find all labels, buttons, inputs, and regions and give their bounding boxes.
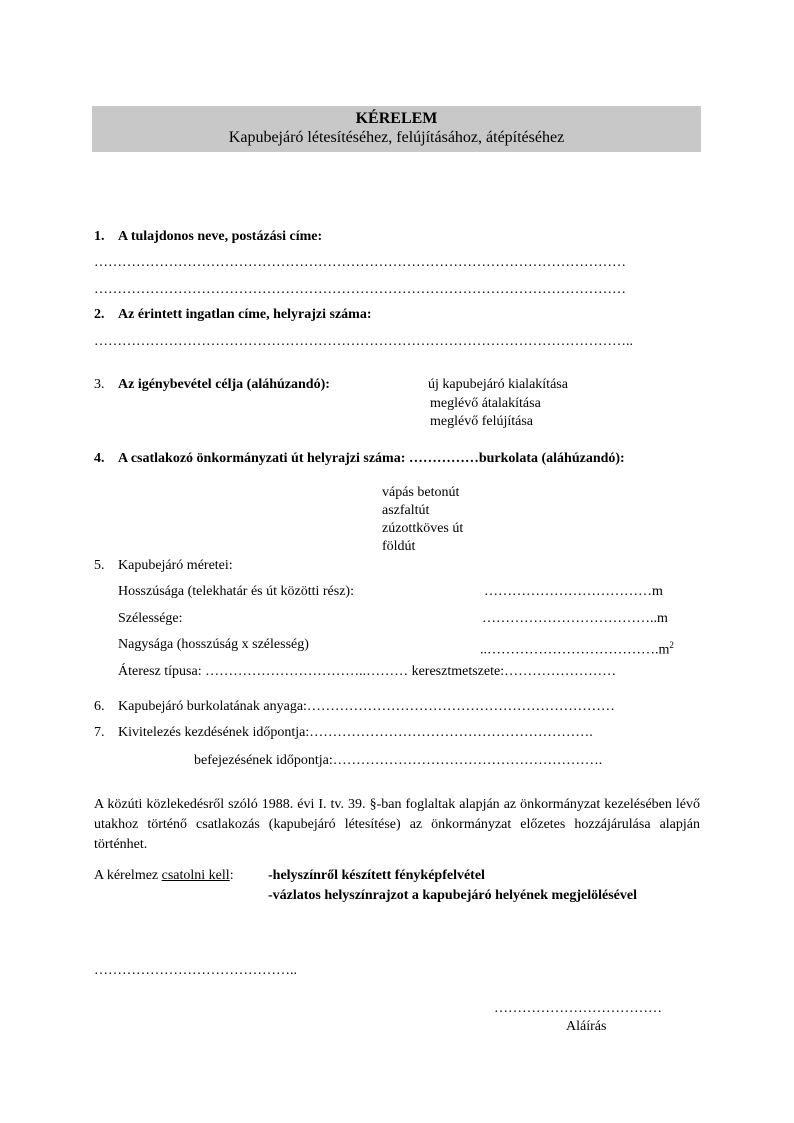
length-label: Hosszúsága (telekhatár és út közötti rész): — [118, 584, 354, 599]
signature-label: Aláírás — [566, 1019, 607, 1034]
attach-required-underlined: csatolni kell — [161, 868, 230, 883]
section-4-label: A csatlakozó önkormányzati út helyrajzi száma: ……………burkolata (aláhúzandó): — [118, 451, 625, 466]
purpose-option-new[interactable]: új kapubejáró kialakítása — [428, 377, 568, 392]
section-3-number: 3. — [94, 377, 105, 392]
attach-item-sketch: -vázlatos helyszínrajzot a kapubejáró helyének megjelölésével — [268, 888, 637, 903]
start-date-line[interactable]: Kivitelezés kezdésének időpontja:……………………………………………………. — [118, 725, 593, 740]
attach-colon: : — [229, 868, 234, 883]
date-place-line[interactable]: …………………………………….. — [94, 963, 297, 978]
property-address-field[interactable]: …………………………………………………………………………………………………….. — [94, 334, 633, 349]
form-subtitle: Kapubejáró létesítéséhez, felújításához, átépítéséhez — [228, 129, 565, 146]
width-label: Szélessége: — [118, 611, 183, 626]
purpose-option-renovate[interactable]: meglévő felújítása — [430, 414, 534, 429]
attach-prefix: A kérelmez — [94, 868, 159, 883]
end-date-line[interactable]: befejezésének időpontja:…………………………………………………. — [194, 753, 603, 768]
legal-paragraph: A közúti közlekedésről szóló 1988. évi I. tv. 39. §-ban foglaltak alapján az önkormányzat kezelésében lévő utakhoz történő csatlakozás (kapubejáró létesítése) az önkormányzat előzetes hozzájárulása alapján történhet. — [94, 797, 700, 852]
section-7-number: 7. — [94, 725, 105, 740]
culvert-line[interactable]: Áteresz típusa: ……………………………..……… keresztmetszete:…………………… — [118, 664, 617, 679]
section-1-number: 1. — [94, 229, 105, 244]
form-title: KÉRELEM — [355, 110, 438, 127]
length-field[interactable]: ………………………………m — [484, 584, 663, 599]
section-3-label: Az igénybevétel célja (aláhúzandó): — [118, 377, 330, 392]
section-2-label: Az érintett ingatlan címe, helyrajzi száma: — [118, 307, 372, 322]
surface-option-asphalt[interactable]: aszfaltút — [382, 503, 430, 518]
area-label: Nagysága (hosszúság x szélesség) — [118, 637, 309, 652]
owner-address-field[interactable]: …………………………………………………………………………………………………… — [94, 282, 626, 297]
signature-line[interactable]: ……………………………… — [494, 1001, 662, 1016]
section-4-number: 4. — [94, 451, 105, 466]
attach-intro — [94, 867, 234, 885]
purpose-option-alter[interactable]: meglévő átalakítása — [430, 396, 541, 411]
section-2-number: 2. — [94, 307, 105, 322]
area-unit-superscript: 2 — [669, 640, 674, 650]
section-1-label: A tulajdonos neve, postázási címe: — [118, 229, 323, 244]
area-field-dots: ..……………………………….m — [480, 642, 670, 658]
surface-option-concrete[interactable]: vápás betonút — [382, 485, 460, 500]
form-header — [92, 106, 701, 152]
owner-name-field[interactable]: …………………………………………………………………………………………………… — [94, 255, 626, 270]
surface-option-dirt[interactable]: földút — [382, 539, 416, 554]
surface-option-gravel[interactable]: zúzottköves út — [382, 521, 464, 536]
section-5-number: 5. — [94, 558, 105, 573]
surface-material-line[interactable]: Kapubejáró burkolatának anyaga:………………………………………………………… — [118, 699, 615, 714]
section-5-label: Kapubejáró méretei: — [118, 558, 233, 573]
width-field[interactable]: ………………………………..m — [482, 611, 668, 626]
area-field[interactable] — [480, 636, 674, 660]
attach-item-photo: -helyszínről készített fényképfelvétel — [268, 868, 485, 883]
section-6-number: 6. — [94, 699, 105, 714]
